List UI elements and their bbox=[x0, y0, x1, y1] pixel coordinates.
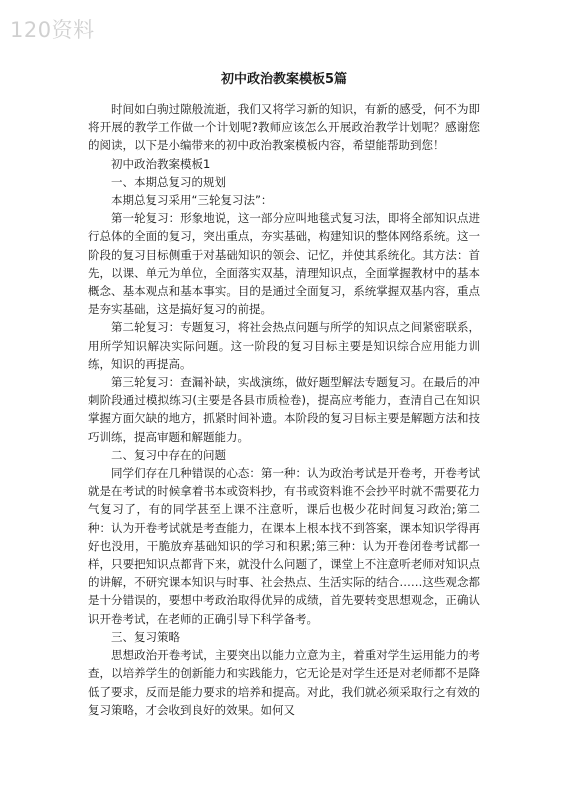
strategy-paragraph: 思想政治开卷考试，主要突出以能力立意为主，着重对学生运用能力的考查，以培养学生的创新能力和实践能力，它无论是对学生还是对老师都不是降低了要求，反而是能力要求的培养和提高。对此，我们就必须采取行之有效的复习策略，才会收到良好的效果。如何又 bbox=[88, 648, 480, 717]
round-two-paragraph: 第二轮复习：专题复习，将社会热点问题与所学的知识点之间紧密联系，用所学知识解决实际问题。这一阶段的复习目标主要是知识综合应用能力训练，知识的再提高。 bbox=[88, 320, 480, 371]
problems-paragraph: 同学们存在几种错误的心态：第一种：认为政治考试是开卷考，开卷考试就是在考试的时候拿着书本或资料抄，有书或资料谁不会抄平时就不需要花力气复习了，有的同学甚至上课不注意听，课后也极少花时间复习政治;第二种：认为开卷考试就是考查能力，在课本上根本找不到答案，课本知识学得再好也没用，干脆放弃基础知识的学习和积累;第三种：认为开卷闭卷考试都一样，只要把知识点都背下来，就没什么问题了，课堂上不注意听老师对知识点的讲解，不研究课本知识与时事、社会热点、生活实际的结合……这些观念都是十分错误的，要想中考政治取得优异的成绩，首先要转变思想观念，正确认识开卷考试，在老师的正确引导下科学备考。 bbox=[88, 466, 480, 626]
document-title: 初中政治教案模板5篇 bbox=[220, 72, 348, 87]
plan-intro-line: 本期总复习采用“三轮复习法”： bbox=[111, 193, 273, 208]
watermark: 120资料 bbox=[10, 18, 95, 42]
document-body bbox=[88, 62, 480, 719]
section-heading-template-1: 初中政治教案模板1 bbox=[111, 156, 211, 171]
intro-paragraph: 时间如白驹过隙般流逝，我们又将学习新的知识，有新的感受，何不为即将开展的教学工作做一个计划呢?教师应该怎么开展政治教学计划呢？感谢您的阅读，以下是小编带来的初中政治教案模板内容，希望能帮助到您！ bbox=[88, 102, 480, 153]
round-three-paragraph: 第三轮复习：查漏补缺，实战演练，做好题型解法专题复习。在最后的冲刺阶段通过模拟练习(主要是各县市质检卷)，提高应考能力，查清自己在知识掌握方面欠缺的地方，抓紧时间补遗。本阶段的复习目标主要是解题方法和技巧训练，提高审题和解题能力。 bbox=[88, 375, 480, 444]
section-heading-strategy: 三、复习策略 bbox=[111, 629, 180, 644]
round-one-paragraph: 第一轮复习：形象地说，这一部分应叫地毯式复习法，即将全部知识点进行总体的全面的复习，突出重点，夯实基础，构建知识的整体网络系统。这一阶段的复习目标侧重于对基础知识的领会、记忆，并使其系统化。其方法：首先，以课、单元为单位，全面落实双基，清理知识点，全面掌握教材中的基本概念、基本观点和基本事实。目的是通过全面复习，系统掌握双基内容，重点是夯实基础，这是搞好复习的前提。 bbox=[88, 211, 480, 317]
section-heading-problems: 二、复习中存在的问题 bbox=[111, 447, 226, 462]
section-heading-plan: 一、本期总复习的规划 bbox=[111, 174, 226, 189]
